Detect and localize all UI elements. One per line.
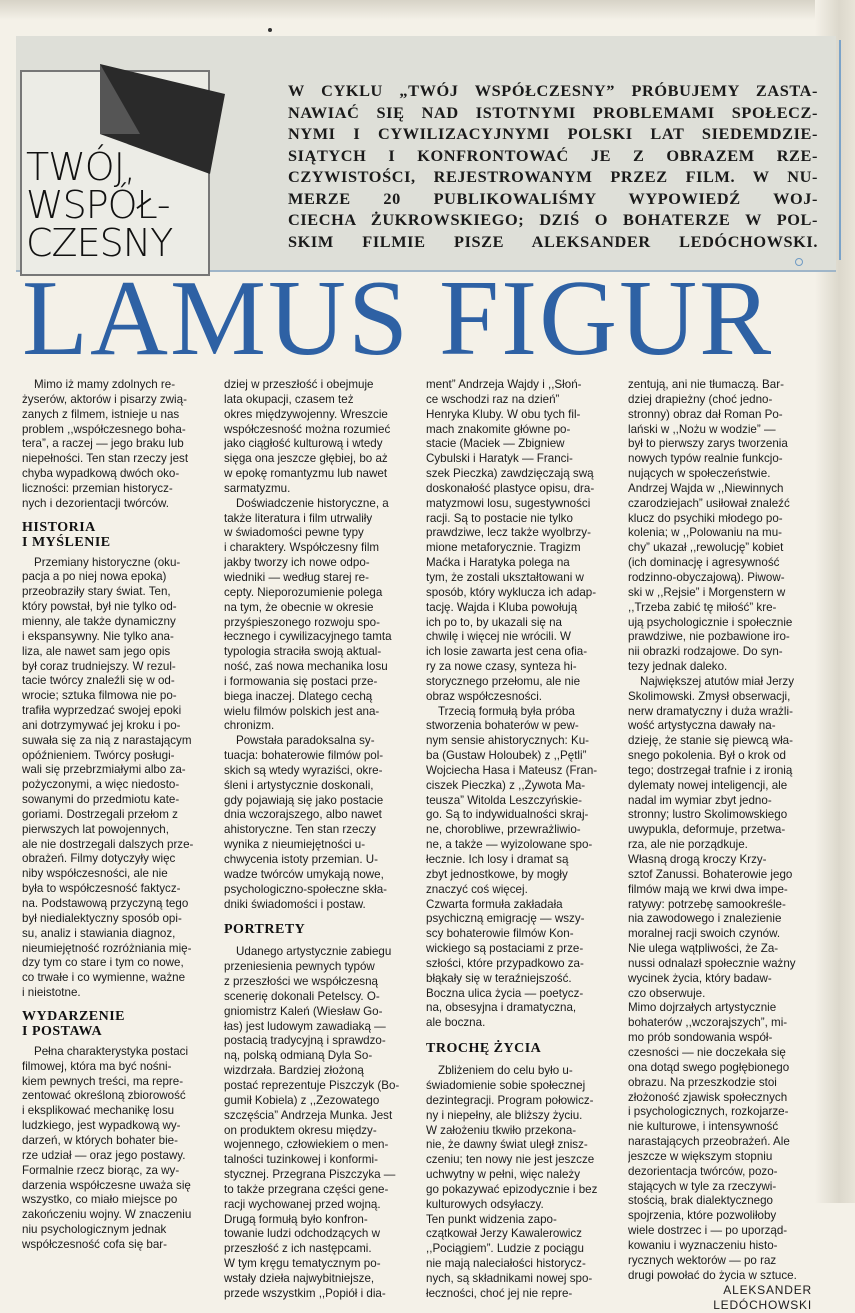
- text-line: (ich dominację i agresywność: [628, 556, 780, 570]
- series-logo: [20, 64, 225, 284]
- text-line: klucz do psychiki młodego po-: [628, 511, 783, 525]
- text-line: niepełności. Ten stan rzeczy jest: [22, 452, 189, 466]
- text-line: kiem pewnych treści, ma repre-: [22, 1074, 184, 1088]
- text-line: szek Pieczka) zawdzięczają swą: [426, 467, 594, 481]
- text-line: nych i dezorientacji twórców.: [22, 496, 169, 510]
- text-line: ale nie dostrzegali dalszych prze-: [22, 837, 194, 851]
- text-line: i psychologicznych, rozkojarze-: [628, 1105, 789, 1119]
- text-line: sztof Zanussi. Bohaterowie jego: [628, 867, 793, 881]
- text-line: tację. Wajda i Kluba powołują: [426, 600, 578, 614]
- text-line: Mimo dojrzałych artystycznie: [628, 1001, 777, 1015]
- text-line: trafiła wyprzedzać swojej epoki: [22, 704, 182, 718]
- text-line: biega inaczej. Dlatego cechą: [224, 689, 373, 703]
- text-line: W założeniu tkwiło przekona-: [426, 1123, 577, 1137]
- text-line: ich losie zawarta jest cena ofia-: [426, 645, 588, 659]
- text-line: ahistoryczne. Ten stan rzeczy: [224, 823, 376, 837]
- text-line: chronizm.: [224, 719, 275, 733]
- text-line: on produktem okresu między-: [224, 1123, 377, 1137]
- text-line: była to współczesność faktycz-: [22, 882, 181, 896]
- text-line: Ten punkt widzenia zapo-: [426, 1212, 557, 1226]
- text-line: jako ciągłość kulturową i wtedy: [224, 437, 383, 451]
- text-line: stronny) obraz dał Roman Po-: [628, 407, 783, 421]
- text-line: wość artystyczna dawały na-: [628, 719, 776, 733]
- text-line: zakończeniu wojny. W znaczeniu: [22, 1208, 192, 1222]
- column-4: [628, 378, 820, 1313]
- text-line: łecznie. Ich losy i dramat są: [426, 853, 569, 866]
- column-2: [224, 378, 416, 1302]
- author-signature: LEDÓCHOWSKI: [713, 1298, 812, 1313]
- text-line: lata okupacji, czasem też: [224, 392, 354, 406]
- text-line: nowych typów realnie funkcjo-: [628, 452, 783, 466]
- text-line: dnia wczorajszego, albo nawet: [224, 808, 382, 822]
- text-line: postać reprezentuje Piszczyk (Bo-: [224, 1078, 400, 1092]
- text-line: chwilę i więcej nie wrócili. W: [426, 630, 571, 644]
- text-line: Czwarta formuła zakładała: [426, 897, 563, 911]
- text-line: złożoność zjawisk społecznych: [628, 1090, 788, 1104]
- text-line: goriami. Dostrzegali przełom z: [22, 807, 178, 821]
- text-line: Skolimowski. Zmysł obserwacji,: [628, 689, 791, 703]
- text-line: ment” Andrzeja Wajdy i ,,Słoń-: [426, 378, 582, 391]
- text-line: czesności — nie doczekała się: [628, 1045, 786, 1059]
- text-line: talności tuzinkowej i konformi-: [224, 1153, 378, 1167]
- text-line: mo prób sondowania współ-: [628, 1031, 773, 1045]
- text-line: wielu filmów polskich jest ana-: [224, 704, 380, 718]
- text-line: łecznego i cywilizacyjnego tamta: [224, 630, 392, 644]
- text-line: sarmatyzmu.: [224, 481, 291, 495]
- text-line: sowanymi do przedmiotu kate-: [22, 793, 180, 807]
- text-line: bohaterów ,,wczorajszych”, mi-: [628, 1016, 788, 1030]
- text-line: darzenia współczesne uważa się: [22, 1178, 191, 1192]
- text-line: tezy jednak daleko.: [628, 660, 728, 674]
- text-line: przeobraziły stary świat. Ten,: [22, 585, 171, 599]
- text-line: znaczyć coś więcej.: [426, 882, 528, 896]
- text-line: psychiczną emigrację — wszy-: [426, 912, 585, 926]
- text-line: stworzenia bohaterów w pew-: [426, 719, 579, 733]
- text-line: czeniu; ten nowy nie jest jeszcze: [426, 1153, 595, 1167]
- text-line: także literatura i film utrwaliły: [224, 511, 373, 525]
- text-line: tego; dostrzegał trafnie i z ironią: [628, 763, 793, 777]
- text-line: stycznej. Przegrana Piszczyka —: [224, 1168, 396, 1182]
- text-line: wojennego, człowiekiem o men-: [224, 1138, 389, 1152]
- series-intro: [288, 80, 818, 252]
- text-line: kowaniu i wyznaczeniu histo-: [628, 1238, 778, 1252]
- text-line: teusza” Witolda Leszczyńskie-: [426, 793, 582, 807]
- text-line: mach znakomite główne po-: [426, 422, 571, 436]
- text-line: rza, ale nie porządkuje.: [628, 838, 748, 852]
- text-line: drugi powołać do życia w sztuce.: [628, 1268, 797, 1282]
- text-line: niby współczesności, ale nie: [22, 867, 168, 881]
- text-line: wadze twórców umykają nowe,: [224, 867, 384, 881]
- text-line: ludzkiego, jest wypadkową wy-: [22, 1119, 181, 1133]
- text-line: szczęścia” Andrzeja Munka. Jest: [224, 1108, 393, 1122]
- text-line: Cybulski i Haratyk — Franci-: [426, 452, 573, 466]
- intro-line: SIĄTYCH I KONFRONTOWAĆ JE Z OBRAZEM RZE-: [288, 145, 818, 165]
- text-line: jeszcze w większym stopniu: [628, 1149, 773, 1163]
- text-line: kolenia; w ,,Polowaniu na mu-: [628, 526, 783, 540]
- series-header: [16, 36, 836, 272]
- text-line: W tym kręgu tematycznym po-: [224, 1257, 381, 1271]
- text-line: filmów mają we krwi dwa impe-: [628, 882, 788, 896]
- text-line: przeniesienia pewnych typów: [224, 960, 375, 974]
- text-line: to także przegrana części gene-: [224, 1182, 389, 1196]
- text-line: czarodziejach” usiłował znaleźć: [628, 496, 790, 510]
- text-line: w epokę romantyzmu lub nawet: [224, 467, 388, 481]
- section-heading: WYDARZENIE: [22, 1008, 126, 1024]
- text-line: nieumiejętność rozróżniania mię-: [22, 941, 192, 955]
- text-line: pożyczonymi, a więc niedosto-: [22, 778, 180, 792]
- text-line: opóźnieniem. Twórcy posługi-: [22, 748, 175, 762]
- text-line: Pełna charakterystyka postaci: [34, 1044, 189, 1058]
- intro-line: CIECHA ŻUKROWSKIEGO; DZIŚ O BOHATERZE W POL-: [288, 210, 818, 229]
- text-line: Nie ulega wątpliwości, że Za-: [628, 942, 779, 956]
- text-line: ne, chorobliwe, przewrażliwio-: [426, 823, 581, 837]
- text-line: wickiego są postaciami z prze-: [426, 942, 584, 956]
- text-line: chy” ukazał ,,rewolucję” kobiet: [628, 541, 784, 555]
- text-line: ba (Gustaw Holoubek) z ,,Pętli”: [426, 749, 587, 763]
- text-line: ski w ,,Rejsie” i Morgenstern w: [628, 585, 786, 599]
- text-line: wynika z nieumiejętności u-: [224, 838, 366, 852]
- text-line: ny i niepełny, ale bliższy życiu.: [426, 1108, 583, 1122]
- text-line: racji. Są to postacie nie tylko: [426, 511, 573, 525]
- text-line: przede wszystkim ,,Popiół i dia-: [224, 1286, 386, 1300]
- text-line: nie mają naleciałości historycz-: [426, 1257, 586, 1271]
- text-line: ność, zaś nowa mechanika losu: [224, 660, 388, 674]
- text-line: ce wschodzi raz na dzień”: [426, 392, 560, 406]
- text-line: pierwszych lat powojennych,: [22, 822, 169, 836]
- page-top-shadow: [0, 0, 855, 20]
- text-line: go. Są to indywidualności skraj-: [426, 808, 589, 822]
- text-line: wizdrzała. Bardziej złożoną: [224, 1064, 364, 1078]
- text-line: przyśpieszonego rozwoju spo-: [224, 615, 380, 629]
- text-line: był coraz trudniejszy. W rezul-: [22, 659, 176, 673]
- text-line: czo obserwuje.: [628, 986, 706, 1000]
- text-line: i eksplikować mechanikę losu: [22, 1104, 175, 1118]
- text-line: narastających przeobrażeń. Ale: [628, 1135, 790, 1149]
- text-line: go pokazywać epizodycznie i bez: [426, 1182, 598, 1196]
- text-line: tym, że zostali ukształtowani w: [426, 570, 584, 584]
- intro-line: NYMI I CYWILIZACYJNYMI POLSKI LAT SIEDEMDZIE-: [288, 124, 818, 143]
- text-line: nadal im wymiar zbyt jedno-: [628, 793, 772, 807]
- text-line: łeczności, choć jej nie repre-: [426, 1286, 573, 1300]
- text-line: scy bohaterowie filmów Kon-: [426, 927, 574, 941]
- text-line: spojrzenia, które pozwoliłoby: [628, 1209, 777, 1223]
- text-line: żyserów, aktorów i pisarzy zwią-: [22, 392, 187, 406]
- text-line: Mimo iż mamy zdolnych re-: [34, 378, 176, 391]
- text-line: ciszek Pieczka) z ,,Żywota Ma-: [426, 778, 586, 792]
- article-title: LAMUS FIGUR: [22, 259, 774, 378]
- text-line: nia zawodowego i znalezienie: [628, 912, 782, 926]
- text-line: ona dotąd swego pogłębionego: [628, 1060, 790, 1074]
- text-line: ich po to, by ukazali się na: [426, 615, 562, 629]
- text-line: jakby tworzy ich nowe odpo-: [224, 556, 370, 570]
- text-line: nie, że dawny świat uległ znisz-: [426, 1138, 588, 1152]
- text-line: dezorientacja twórców, pozo-: [628, 1164, 778, 1178]
- logo-line-3: CZESNY: [26, 221, 173, 265]
- text-line: mienny, ale także dynamiczny: [22, 614, 176, 628]
- text-line: nym sensie ahistorycznych: Ku-: [426, 734, 590, 748]
- text-line: dniki świadomości i postaw.: [224, 897, 366, 911]
- text-line: Formalnie rzecz biorąc, za wy-: [22, 1163, 180, 1177]
- text-line: uwypukla, deformuje, przetwa-: [628, 823, 786, 837]
- text-line: postacią tradycyjną i sprawdzo-: [224, 1034, 386, 1048]
- text-line: gumił Kobiela) z ,,Zezowatego: [224, 1093, 380, 1107]
- text-line: prawdziwe, nie pozbawione iro-: [628, 630, 790, 644]
- text-line: zentować określoną zbiorowość: [22, 1089, 186, 1103]
- text-line: su, analiz i stawiania diagnoz,: [22, 926, 176, 940]
- intro-line: W CYKLU „TWÓJ WSPÓŁCZESNY” PRÓBUJEMY ZASTA-: [288, 81, 818, 100]
- intro-line: NAWIAĆ SIĘ NAD ISTOTNYMI PROBLEMAMI SPOŁECZ-: [288, 102, 818, 122]
- text-line: dziej w przeszłość i obejmuje: [224, 378, 374, 391]
- intro-line: CZYWISTOŚCI, REJESTROWANYM PRZEZ FILM. W NU-: [288, 167, 818, 186]
- text-line: tuacja: bohaterowie filmów pol-: [224, 749, 384, 763]
- text-line: liczności: przemian historycz-: [22, 481, 173, 495]
- text-line: sposób, który wyklucza ich adap-: [426, 585, 597, 599]
- text-line: współczesność można rozumieć: [224, 422, 391, 436]
- text-line: liza, ale nawet sam jego opis: [22, 644, 171, 658]
- text-line: chyba wypadkową dwóch oko-: [22, 467, 180, 481]
- column-3: [426, 378, 618, 1302]
- section-heading: TROCHĘ ŻYCIA: [426, 1041, 542, 1057]
- text-line: moralnej racji swoich czynów.: [628, 927, 781, 941]
- text-line: nerw dramatyczny i duża wrażli-: [628, 704, 793, 718]
- section-heading: PORTRETY: [224, 922, 306, 938]
- text-line: stością, brak dialektycznego: [628, 1194, 773, 1208]
- text-line: darzeń, w których bohater bie-: [22, 1133, 178, 1147]
- text-line: dzieję, że stanie się piewcą wła-: [628, 734, 793, 748]
- text-line: Największej atutów miał Jerzy: [640, 674, 794, 688]
- text-line: prawdziwe, lecz także wyolbrzy-: [426, 526, 591, 540]
- text-line: Powstała paradoksalna sy-: [236, 734, 375, 748]
- text-line: zentują, ani nie tłumaczą. Bar-: [628, 378, 784, 391]
- text-line: obraz współczesności.: [426, 689, 542, 703]
- print-speck: [268, 28, 272, 32]
- text-line: storycznego przełomu, ale nie: [426, 674, 581, 688]
- text-line: Boczna ulica życia — poetycz-: [426, 986, 584, 1000]
- text-line: rycznych wektorów — po raz: [628, 1253, 777, 1267]
- text-line: Przemiany historyczne (oku-: [34, 555, 181, 569]
- text-line: ną, polską odmianą Dyla So-: [224, 1049, 373, 1063]
- text-line: wiele dostrzec i — po uporząd-: [628, 1224, 788, 1238]
- text-line: dzy tym co stare i tym co nowe,: [22, 956, 184, 970]
- text-line: Maćka i Haratyka polega na: [426, 556, 570, 570]
- text-line: uchwytny w pełni, więc należy: [426, 1168, 581, 1182]
- text-line: wstały dzieła najwybitniejsze,: [224, 1271, 375, 1285]
- text-line: Udanego artystycznie zabiegu: [236, 945, 392, 959]
- text-line: był niedialektyczny sposób opi-: [22, 911, 182, 925]
- section-heading: HISTORIA: [22, 519, 96, 535]
- text-line: wali się przebrzmiałymi albo za-: [22, 763, 186, 777]
- text-line: niu psychologicznym jednak: [22, 1223, 167, 1237]
- text-line: Andrzej Wajda w ,,Niewinnych: [628, 481, 784, 495]
- text-line: racji wychowanej przed wojną.: [224, 1197, 381, 1211]
- text-line: rze udział — oraz jego postawy.: [22, 1148, 186, 1162]
- text-line: psychologiczno-społeczne skła-: [224, 882, 388, 896]
- text-line: i ekspansywny. Nie tylko ana-: [22, 629, 174, 643]
- text-line: chwycenia istoty przemian. U-: [224, 853, 378, 866]
- text-line: rodzinno-obyczajową). Piwow-: [628, 570, 785, 584]
- text-line: nych, są składnikami nowej spo-: [426, 1271, 593, 1285]
- text-line: współczesność cofa się bar-: [22, 1237, 167, 1251]
- text-line: zanych z filmem, istnieje u nas: [22, 407, 180, 421]
- section-heading: I MYŚLENIE: [22, 534, 111, 550]
- text-line: matyzmowi losu, sugestywności: [426, 496, 591, 510]
- text-line: czątkował Jerzy Kawalerowicz: [426, 1227, 582, 1241]
- text-line: dylematy nowej inteligencji, ale: [628, 778, 788, 792]
- text-line: przeszłość z ich następcami.: [224, 1242, 372, 1256]
- text-line: ry za nowe czasy, synteza hi-: [426, 660, 577, 674]
- text-line: Doświadczenie historyczne, a: [236, 496, 389, 510]
- text-line: szłości, które przypadkowo za-: [426, 956, 584, 970]
- text-line: ne, a także — wyizolowane spo-: [426, 838, 593, 852]
- text-line: suwała się za nią z narastającym: [22, 733, 192, 747]
- text-line: i formowania się postaci prze-: [224, 674, 378, 688]
- column-1: [22, 378, 214, 1253]
- text-line: skich są wtedy wyraziści, okre-: [224, 763, 383, 777]
- text-line: z przeszłości we współczesną: [224, 975, 378, 989]
- text-line: błąkały się w teraźniejszość.: [426, 971, 572, 985]
- logo-line-2: WSPÓŁ-: [26, 183, 170, 227]
- text-line: nujących w społeczeństwie.: [628, 467, 771, 481]
- text-line: sięga ona jeszcze głębiej, bo aż: [224, 452, 388, 466]
- text-line: okres międzywojenny. Wreszcie: [224, 407, 388, 421]
- text-line: na, obsesyjna i dramatyczna,: [426, 1001, 577, 1015]
- text-line: gdy pojawiają się jako postacie: [224, 793, 384, 807]
- text-line: pacja a po niej nowa epoka): [22, 570, 167, 584]
- text-line: śleni i artystycznie doskonali,: [224, 778, 374, 792]
- text-line: dezintegracji. Program połowicz-: [426, 1093, 594, 1107]
- text-line: i nieistotne.: [22, 986, 81, 1000]
- text-line: na. Podstawową przyczyną tego: [22, 897, 189, 910]
- text-line: na tym, że obecnie w okresie: [224, 600, 374, 614]
- logo-line-1: TWÓJ,: [26, 145, 135, 189]
- text-line: filmowej, która ma być nośni-: [22, 1059, 172, 1073]
- text-line: nussi odnalazł społecznie ważny: [628, 956, 796, 970]
- text-line: lański w ,,Nożu w wodzie” —: [628, 422, 776, 436]
- logo-text: [26, 145, 216, 265]
- text-line: wiedniki — według starej re-: [224, 570, 369, 584]
- text-line: snego pokolenia. Był o krok od: [628, 749, 786, 763]
- text-line: obrażeń. Filmy dotyczyły więc: [22, 852, 176, 866]
- text-line: cepty. Nieporozumienie polega: [224, 585, 383, 599]
- section-heading: I POSTAWA: [22, 1023, 103, 1039]
- text-line: ale boczna.: [426, 1016, 486, 1030]
- text-line: ują psychologicznie i społecznie: [628, 615, 793, 629]
- text-line: łas) jest ludowym zawadiaką —: [224, 1019, 386, 1033]
- text-line: w świadomości pewne typy: [224, 526, 364, 540]
- text-line: ,,Trzeba zabić tę miłość” kre-: [628, 600, 777, 614]
- text-line: dziej drapieżny (choć jedno-: [628, 392, 773, 406]
- text-line: Zbliżeniem do celu było u-: [438, 1064, 573, 1078]
- text-line: nii obrazki rodzajowe. Do syn-: [628, 645, 783, 659]
- text-line: Drugą formułą było konfron-: [224, 1212, 368, 1226]
- text-line: ,,Pociągiem”. Ludzie z pociągu: [426, 1242, 584, 1256]
- text-line: Własną drogą kroczy Krzy-: [628, 853, 767, 866]
- text-line: tacie twórcy znaleźli się w od-: [22, 674, 175, 688]
- margin-blue-rule: [839, 40, 841, 260]
- text-line: ratywy: potrzebę samookreśle-: [628, 897, 786, 911]
- text-line: i charaktery. Współczesny film: [224, 541, 380, 555]
- text-line: zbyt jednostkowe, by mogły: [426, 867, 568, 881]
- intro-line: SKIM FILMIE PISZE ALEKSANDER LEDÓCHOWSKI.: [288, 231, 818, 251]
- text-line: obrazu. Na przeszkodzie stoi: [628, 1075, 777, 1089]
- text-line: świadomienie sobie społecznej: [426, 1078, 586, 1092]
- text-line: był to pierwszy zarys tworzenia: [628, 437, 788, 451]
- author-signature: ALEKSANDER: [723, 1283, 812, 1298]
- text-line: kulturowych odsyłaczy.: [426, 1197, 544, 1211]
- text-line: stacie (Maciek — Zbigniew: [426, 437, 565, 451]
- text-line: problem ,,współczesnego boha-: [22, 422, 186, 436]
- intro-line: MERZE 20 PUBLIKOWALIŚMY WYPOWIEDŹ WOJ-: [288, 188, 818, 208]
- text-line: nie kulturowe, i intensywność: [628, 1120, 779, 1134]
- text-line: Henryka Kluby. W obu tych fil-: [426, 407, 581, 421]
- article-body: [22, 378, 822, 1313]
- text-line: Trzecią formułą była próba: [438, 704, 575, 718]
- text-line: tera”, a raczej — jego braku lub: [22, 437, 184, 451]
- text-line: wycinek życia, który badaw-: [628, 971, 772, 985]
- text-line: Wojciecha Hasa i Mateusz (Fran-: [426, 763, 598, 777]
- text-line: doskonałość plastyce opisu, dra-: [426, 481, 595, 495]
- text-line: wszystko, co miało miejsce po: [22, 1193, 178, 1207]
- text-line: scenerię dokonali Petelscy. O-: [224, 989, 380, 1003]
- text-line: który powstał, był nie tylko od-: [22, 600, 177, 614]
- text-line: towanie ludzi odchodzących w: [224, 1227, 380, 1241]
- text-line: stronny; lustro Skolimowskiego: [628, 808, 788, 822]
- text-line: co trwałe i co wymienne, ważne: [22, 971, 186, 985]
- text-line: typologia straciła swoją aktual-: [224, 645, 382, 659]
- text-line: stających w tyle za rzeczywi-: [628, 1179, 777, 1193]
- text-line: wrocie; sztuka filmowa nie po-: [22, 689, 177, 703]
- text-line: mione metaforycznie. Tragizm: [426, 541, 581, 555]
- text-line: gniomistrz Kaleń (Wiesław Go-: [224, 1004, 383, 1018]
- text-line: ani dotrzymywać jej kroku i po-: [22, 718, 181, 732]
